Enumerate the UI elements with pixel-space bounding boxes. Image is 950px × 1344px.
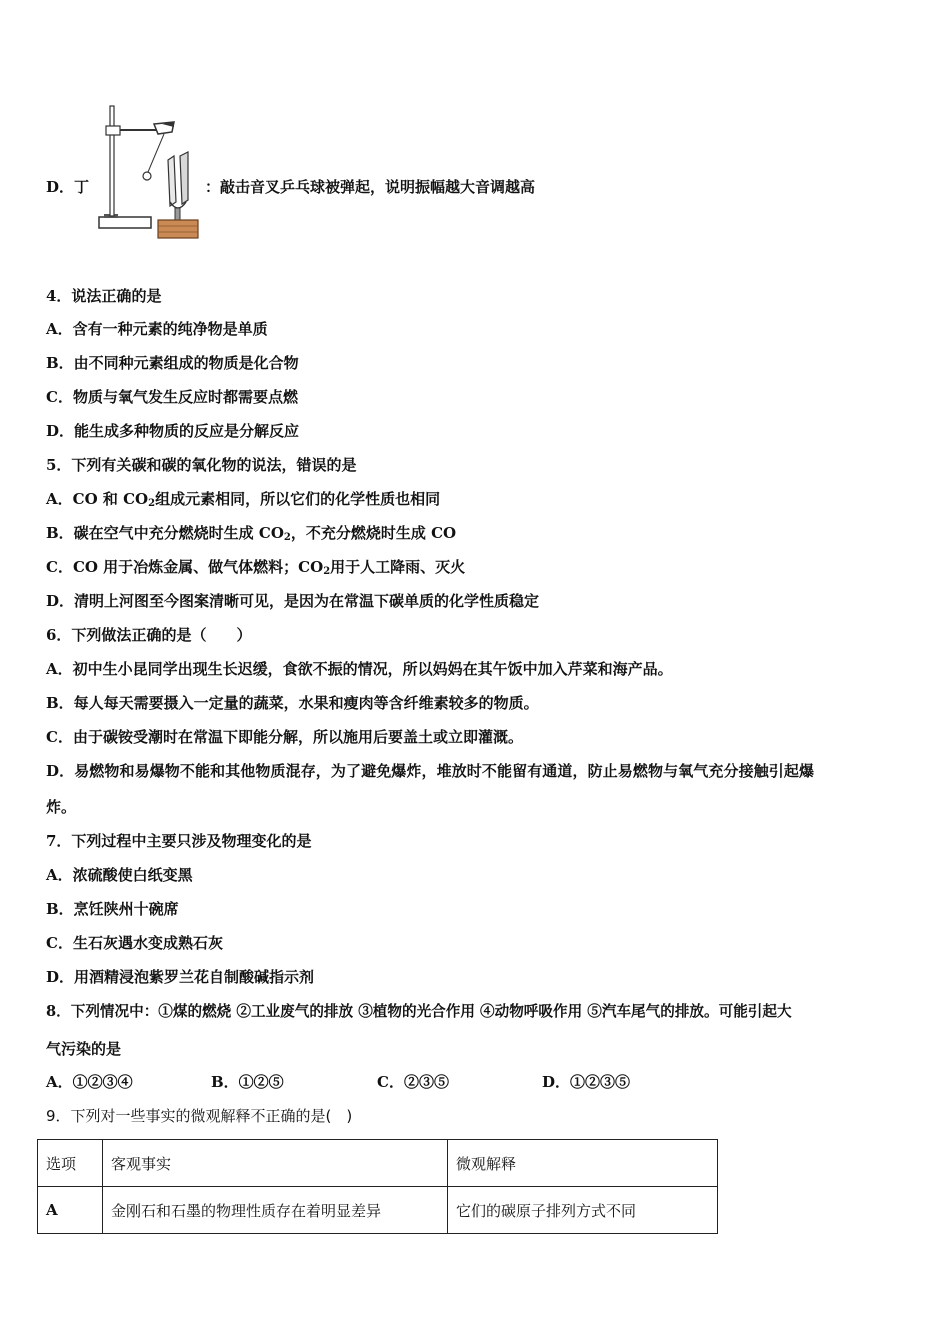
q5-stem: 5．下列有关碳和碳的氧化物的说法，错误的是 — [46, 456, 357, 474]
q7-option-a: A．浓硫酸使白纸变黑 — [46, 866, 193, 884]
q9-table — [37, 1139, 718, 1234]
q4-option-b: B．由不同种元素组成的物质是化合物 — [46, 354, 299, 372]
q4-option-c: C．物质与氧气发生反应时都需要点燃 — [46, 388, 298, 406]
q5-option-a: A．CO 和 $CO_2$组成元素相同，所以它们的化学性质也相同 — [46, 490, 441, 509]
q8-option-b: B．①②⑤ — [211, 1073, 284, 1091]
q8-option-a: A．①②③④ — [46, 1073, 133, 1091]
table-header-fact: 客观事实 — [103, 1140, 448, 1187]
q5-option-d: D．清明上河图至今图案清晰可见，是因为在常温下碳单质的化学性质稳定 — [46, 592, 540, 610]
q8-option-d: D．①②③⑤ — [542, 1073, 631, 1091]
q5-option-c: C．CO 用于冶炼金属、做气体燃料；$CO_2$用于人工降雨、灭火 — [46, 558, 466, 577]
tuning-fork-apparatus-figure — [96, 102, 202, 240]
q7-option-d: D．用酒精浸泡紫罗兰花自制酸碱指示剂 — [46, 968, 315, 986]
q6-option-d-continued: 炸。 — [46, 798, 77, 816]
q8-option-c: C．②③⑤ — [377, 1073, 449, 1091]
q7-stem: 7．下列过程中主要只涉及物理变化的是 — [46, 832, 312, 850]
q4-option-a: A．含有一种元素的纯净物是单质 — [46, 320, 268, 338]
table-cell-fact: 金刚石和石墨的物理性质存在着明显差异 — [103, 1187, 448, 1234]
q7-option-c: C．生石灰遇水变成熟石灰 — [46, 934, 223, 952]
q8-stem-line2: 气污染的是 — [46, 1040, 122, 1058]
q3-option-d-text: ：敲击音叉乒乓球被弹起，说明振幅越大音调越高 — [205, 178, 536, 196]
table-cell-option: A — [38, 1187, 103, 1234]
q4-option-d: D．能生成多种物质的反应是分解反应 — [46, 422, 300, 440]
table-header-explanation: 微观解释 — [448, 1140, 718, 1187]
q3-option-d-label: D．丁 — [46, 178, 90, 196]
q7-option-b: B．烹饪陕州十碗席 — [46, 900, 179, 918]
q5-option-b: B．碳在空气中充分燃烧时生成 $CO_2$，不充分燃烧时生成 CO — [46, 524, 457, 543]
q4-stem: 4．说法正确的是 — [46, 287, 162, 305]
q6-option-d: D．易燃物和易爆物不能和其他物质混存，为了避免爆炸，堆放时不能留有通道，防止易燃物与氧气充分接触引起爆 — [46, 762, 815, 780]
table-row — [38, 1187, 718, 1234]
table-header-option: 选项 — [38, 1140, 103, 1187]
q6-option-c: C．由于碳铵受潮时在常温下即能分解，所以施用后要盖土或立即灌溉。 — [46, 728, 523, 746]
q6-option-b: B．每人每天需要摄入一定量的蔬菜，水果和瘦肉等含纤维素较多的物质。 — [46, 694, 539, 712]
table-cell-explanation: 它们的碳原子排列方式不同 — [448, 1187, 718, 1234]
table-header-row — [38, 1140, 718, 1187]
q9-stem: 9．下列对一些事实的微观解释不正确的是( ) — [46, 1107, 353, 1125]
q8-stem-line1: 8．下列情况中：①煤的燃烧 ②工业废气的排放 ③植物的光合作用 ④动物呼吸作用 ⑤汽车尾气的排放。可能引起大 — [46, 1003, 792, 1020]
q6-option-a: A．初中生小昆同学出现生长迟缓，食欲不振的情况，所以妈妈在其午饭中加入芹菜和海产品。 — [46, 660, 673, 678]
q6-stem: 6．下列做法正确的是（ ） — [46, 626, 252, 644]
